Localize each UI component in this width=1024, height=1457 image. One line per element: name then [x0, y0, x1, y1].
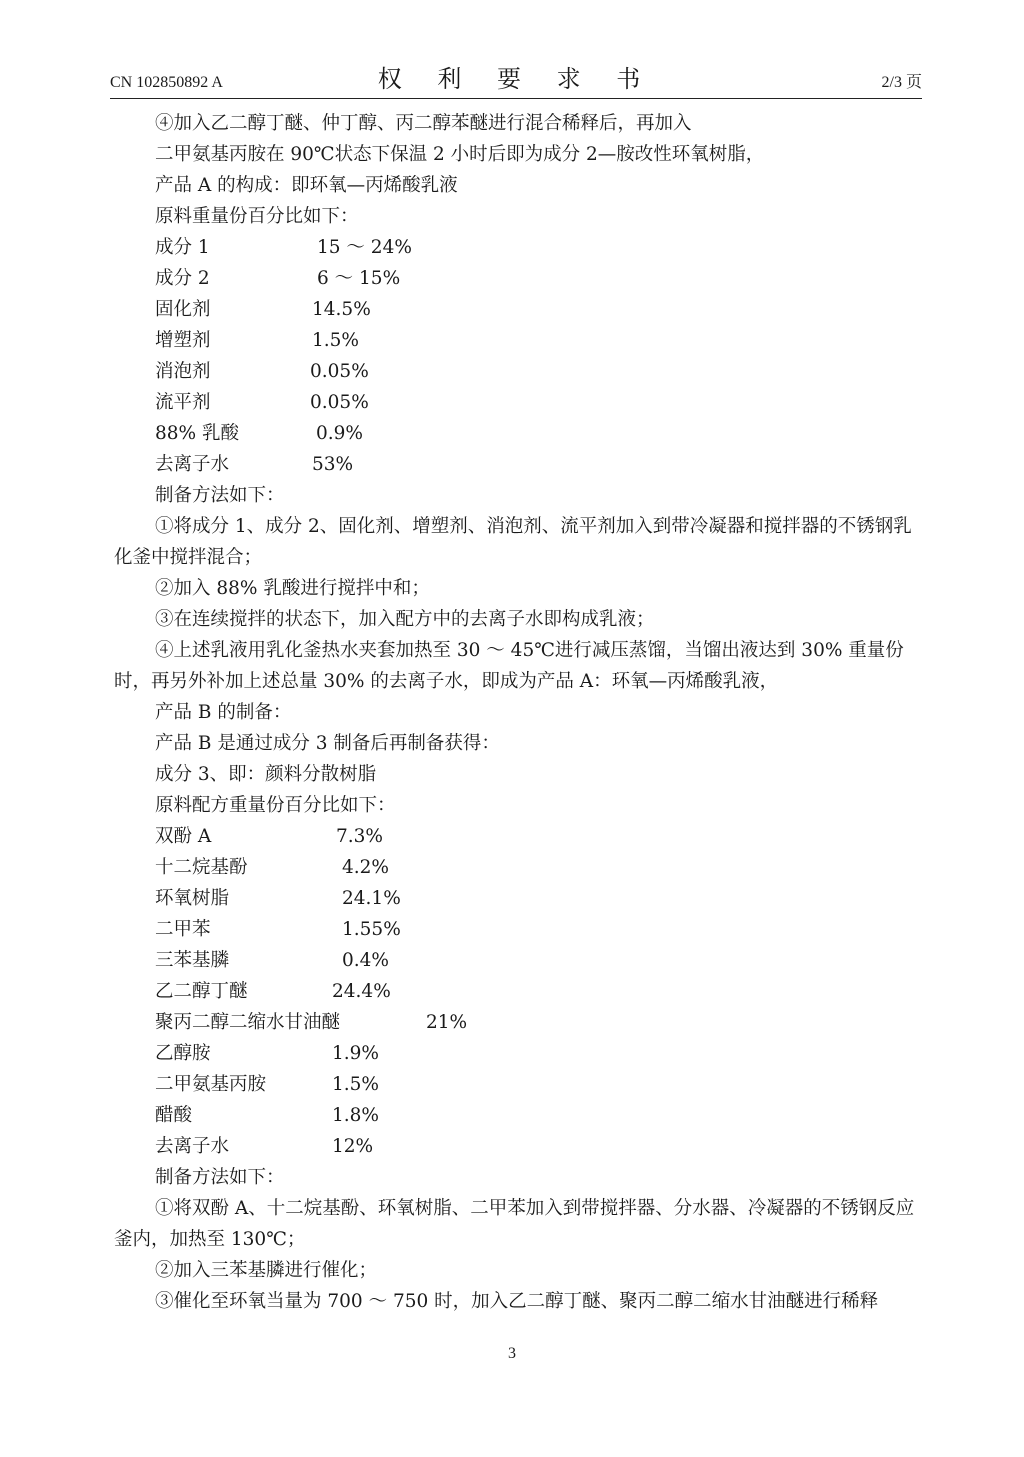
ingredient-value: 24.4%	[332, 981, 391, 1002]
ingredient-name: 乙醇胺	[155, 1043, 211, 1064]
table-row	[114, 914, 924, 945]
ingredient-name: 醋酸	[155, 1105, 193, 1126]
document-title: 权 利 要 求 书	[377, 65, 655, 93]
ingredient-name: 去离子水	[155, 454, 230, 475]
ingredient-name: 88% 乳酸	[155, 423, 239, 444]
ingredient-name: 成分 1	[155, 237, 210, 258]
table-row	[114, 232, 924, 263]
ingredient-value: 0.05%	[310, 392, 369, 413]
table-row	[114, 976, 924, 1007]
ingredient-value: 0.05%	[310, 361, 369, 382]
ingredient-value: 0.9%	[316, 423, 363, 444]
ingredient-name: 三苯基膦	[155, 950, 230, 971]
ingredient-value: 7.3%	[336, 826, 383, 847]
table-row	[114, 325, 924, 356]
page-number: 3	[508, 1345, 516, 1362]
paragraph: ③催化至环氧当量为 700 ～ 750 时，加入乙二醇丁醚、聚丙二醇二缩水甘油醚进行稀释	[155, 1291, 879, 1312]
page-header	[110, 62, 922, 99]
ingredient-value: 0.4%	[342, 950, 389, 971]
ingredient-value: 15 ～ 24%	[317, 237, 412, 258]
table-row	[114, 294, 924, 325]
ingredient-name: 流平剂	[155, 392, 211, 413]
ingredient-name: 双酚 A	[155, 826, 212, 847]
paragraph: ①将成分 1、成分 2、固化剂、增塑剂、消泡剂、流平剂加入到带冷凝器和搅拌器的不锈钢乳化釜中搅拌混合；	[114, 516, 912, 568]
paragraph: 产品 B 的制备：	[155, 702, 292, 723]
paragraph: 原料配方重量份百分比如下：	[155, 795, 396, 816]
paragraph: ④上述乳液用乳化釜热水夹套加热至 30 ～ 45℃进行减压蒸馏，当馏出液达到 30% 重量份时，再另外补加上述总量 30% 的去离子水，即成为产品 A：环氧—丙烯酸乳液，	[114, 640, 904, 692]
paragraph: 制备方法如下：	[155, 1167, 285, 1188]
table-row	[114, 387, 924, 418]
table-row	[114, 852, 924, 883]
table-row	[114, 418, 924, 449]
table-row	[114, 1100, 924, 1131]
ingredient-name: 固化剂	[155, 299, 211, 320]
paragraph: 制备方法如下：	[155, 485, 285, 506]
paragraph: 原料重量份百分比如下：	[155, 206, 359, 227]
ingredient-value: 1.8%	[332, 1105, 379, 1126]
ingredient-name: 去离子水	[155, 1136, 230, 1157]
paragraph: ④加入乙二醇丁醚、仲丁醇、丙二醇苯醚进行混合稀释后，再加入	[155, 113, 692, 134]
claims-body	[114, 108, 924, 1317]
ingredient-value: 1.55%	[342, 919, 401, 940]
ingredient-name: 乙二醇丁醚	[155, 981, 248, 1002]
ingredient-value: 6 ～ 15%	[317, 268, 401, 289]
ingredient-name: 成分 2	[155, 268, 210, 289]
ingredient-value: 1.5%	[312, 330, 359, 351]
ingredient-value: 12%	[332, 1136, 374, 1157]
table-row	[114, 263, 924, 294]
table-row	[114, 1038, 924, 1069]
ingredient-name: 聚丙二醇二缩水甘油醚	[155, 1012, 341, 1033]
table-row	[114, 1007, 924, 1038]
paragraph: 成分 3、即：颜料分散树脂	[155, 764, 377, 785]
paragraph: ③在连续搅拌的状态下，加入配方中的去离子水即构成乳液；	[155, 609, 655, 630]
table-row	[114, 945, 924, 976]
ingredient-name: 二甲苯	[155, 919, 211, 940]
paragraph: 二甲氨基丙胺在 90℃状态下保温 2 小时后即为成分 2—胺改性环氧树脂，	[155, 144, 765, 165]
table-row	[114, 356, 924, 387]
table-row	[114, 449, 924, 480]
ingredient-value: 14.5%	[312, 299, 371, 320]
patent-number: CN 102850892 A	[110, 74, 223, 91]
ingredient-name: 环氧树脂	[155, 888, 230, 909]
formula-table-a	[114, 232, 924, 480]
paragraph: ②加入三苯基膦进行催化；	[155, 1260, 378, 1281]
ingredient-value: 21%	[426, 1012, 468, 1033]
ingredient-value: 1.9%	[332, 1043, 379, 1064]
page-indicator: 2/3 页	[881, 74, 922, 91]
ingredient-value: 1.5%	[332, 1074, 379, 1095]
ingredient-value: 53%	[312, 454, 354, 475]
table-row	[114, 1131, 924, 1162]
ingredient-name: 增塑剂	[155, 330, 211, 351]
ingredient-value: 4.2%	[342, 857, 389, 878]
paragraph: 产品 A 的构成：即环氧—丙烯酸乳液	[155, 175, 458, 196]
paragraph: ②加入 88% 乳酸进行搅拌中和；	[155, 578, 430, 599]
paragraph: 产品 B 是通过成分 3 制备后再制备获得：	[155, 733, 500, 754]
ingredient-name: 十二烷基酚	[155, 857, 248, 878]
ingredient-name: 消泡剂	[155, 361, 211, 382]
table-row	[114, 821, 924, 852]
table-row	[114, 883, 924, 914]
ingredient-value: 24.1%	[342, 888, 401, 909]
ingredient-name: 二甲氨基丙胺	[155, 1074, 267, 1095]
formula-table-b	[114, 821, 924, 1162]
table-row	[114, 1069, 924, 1100]
paragraph: ①将双酚 A、十二烷基酚、环氧树脂、二甲苯加入到带搅拌器、分水器、冷凝器的不锈钢反应釜内，加热至 130℃；	[114, 1198, 915, 1250]
